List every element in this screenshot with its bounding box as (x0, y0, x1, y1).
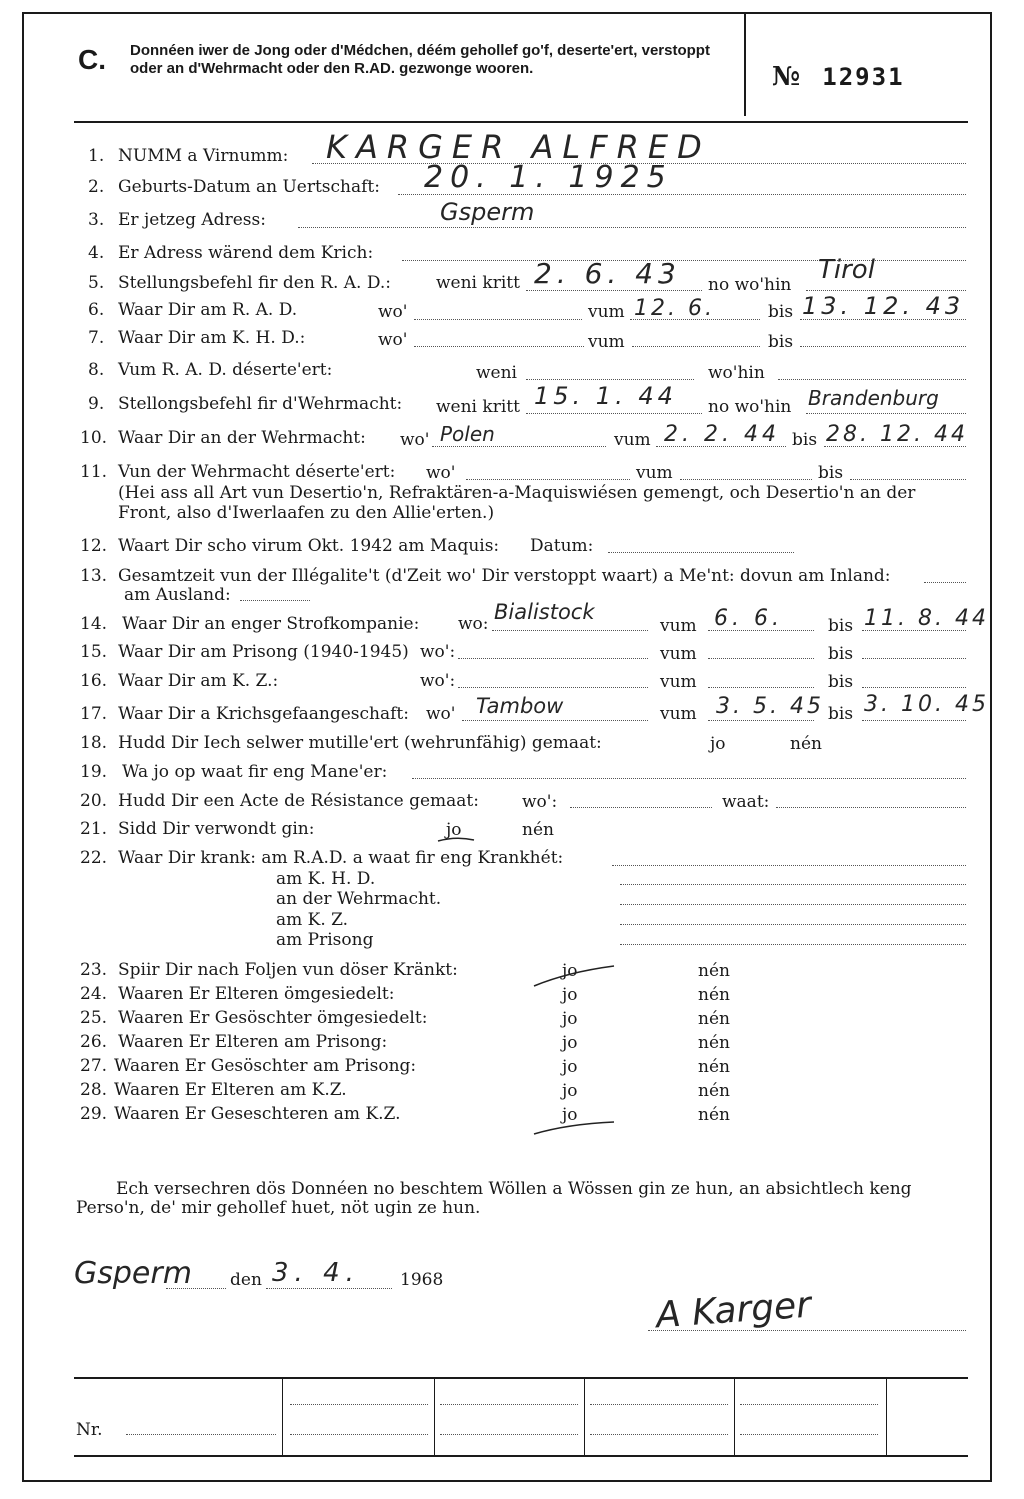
yes-option[interactable]: jo (562, 1033, 578, 1053)
field-number: 12. (80, 536, 108, 556)
from-label: vum (660, 644, 697, 664)
field-line (590, 1434, 728, 1435)
field-line (462, 720, 648, 721)
field-number: 23. (80, 960, 108, 980)
field-value-birth[interactable]: 20. 1. 1925 (424, 160, 673, 195)
field-line (806, 290, 966, 291)
to-label: bis (828, 672, 854, 692)
to-label: bis (818, 463, 844, 483)
sub-label: am K. Z. (276, 910, 349, 930)
field-number: 27. (80, 1056, 108, 1076)
field-label: Stellungsbefehl fir den R. A. D.: (118, 273, 392, 293)
where-label: wo': (420, 671, 456, 691)
where-label: wo': (522, 792, 558, 812)
field-number: 3. (88, 210, 105, 230)
footer-divider (734, 1378, 735, 1456)
field-value-address[interactable]: Gsperm (440, 198, 535, 226)
sub-label: an der Wehrmacht. (276, 889, 442, 909)
field-label: Wa jo op waat fir eng Mane'er: (122, 762, 388, 782)
what-label: waat: (722, 792, 770, 812)
header-divider (744, 14, 746, 116)
footer-divider (282, 1378, 283, 1456)
field-line (458, 687, 648, 688)
no-option[interactable]: nén (698, 985, 730, 1005)
field-label: Waar Dir am Prisong (1940-1945) (118, 642, 409, 662)
from-label: vum (636, 463, 673, 483)
field-number: 18. (80, 733, 108, 753)
field-value-to[interactable]: 3. 10. 45 (864, 692, 989, 717)
to-label: bis (828, 644, 854, 664)
yes-underline-mark (436, 836, 476, 844)
declaration-text: Ech versechren dös Donnéen no beschtem Wöllen a Wössen gin ze hun, an absichtlech keng Perso'n, de' mir gehollef huet, nöt ugin ze hun. (76, 1179, 912, 1218)
field-line (440, 1404, 578, 1405)
yes-option[interactable]: jo (562, 1057, 578, 1077)
field-label-war-address: Er Adress wärend dem Krich: (118, 243, 374, 263)
field-line (414, 319, 582, 320)
field-line (440, 1434, 578, 1435)
when-label: weni kritt (436, 273, 520, 293)
from-label: vum (588, 302, 625, 322)
field-label: Gesamtzeit vun der Illégalite't (d'Zeit wo' Dir verstoppt waart) a Me'nt: dovun am Inland: (118, 566, 891, 586)
field-number: 20. (80, 791, 108, 811)
field-number: 28. (80, 1080, 108, 1100)
field-note: (Hei ass all Art vun Desertio'n, Refraktären-a-Maquiswiésen gemengt, och Desertio'n an der Front, also d'Iwerlaafen zu den Allie'erten.) (118, 483, 916, 523)
field-value-to[interactable]: 11. 8. 44 (864, 606, 989, 631)
field-line (778, 379, 966, 380)
field-label: Waaren Er Elteren am Prisong: (118, 1032, 388, 1052)
field-label: Hudd Dir een Acte de Résistance gemaat: (118, 791, 479, 811)
field-label: Waar Dir am R. A. D. (118, 300, 298, 320)
field-label: Waart Dir scho virum Okt. 1942 am Maquis: (118, 536, 500, 556)
field-number: 2. (88, 177, 105, 197)
to-label: bis (828, 704, 854, 724)
field-value-from[interactable]: 6. 6. (714, 606, 783, 631)
field-label: Vum R. A. D. déserte'ert: (118, 360, 333, 380)
field-line (414, 346, 584, 347)
field-line (680, 479, 812, 480)
where-label: wo' (378, 330, 408, 350)
field-label: Waar Dir a Krichsgefaangeschaft: (118, 704, 409, 724)
no-option[interactable]: nén (522, 820, 554, 840)
where-label: no wo'hin (708, 397, 792, 417)
form-number (772, 62, 905, 92)
field-line (708, 687, 814, 688)
field-line (620, 904, 966, 905)
to-label: bis (768, 332, 794, 352)
where-label: wo': (420, 642, 456, 662)
date-label: den (230, 1270, 262, 1290)
field-number: 24. (80, 984, 108, 1004)
number-sign: № (772, 62, 801, 92)
field-line (620, 884, 966, 885)
field-line (298, 227, 966, 228)
field-line (862, 720, 966, 721)
where-label: wo: (458, 614, 489, 634)
footer-nr-label: Nr. (76, 1420, 103, 1440)
form-title: Donnéen iwer de Jong oder d'Médchen, déém gehollef go'f, deserte'ert, verstoppt oder an d'Wehrmacht oder den R.AD. gezwonge wooren. (130, 42, 710, 77)
where-label: wo'hin (708, 363, 765, 383)
signature-line (648, 1330, 966, 1331)
field-label: Waar Dir krank: am R.A.D. a waat fir eng Krankhét: (118, 848, 564, 868)
form-number-value: 12931 (822, 63, 905, 91)
field-line (924, 582, 966, 583)
field-label: Waar Dir an enger Strofkompanie: (122, 614, 420, 634)
field-line (862, 687, 966, 688)
field-label: Stellongsbefehl fir d'Wehrmacht: (118, 394, 403, 414)
field-value-where[interactable]: Tirol (818, 255, 875, 285)
yes-mark-stroke (528, 962, 618, 992)
field-line (862, 658, 966, 659)
field-number: 17. (80, 704, 108, 724)
field-number: 13. (80, 566, 108, 586)
from-label: vum (660, 616, 697, 636)
from-label: vum (588, 332, 625, 352)
signature-year: 1968 (400, 1270, 444, 1290)
field-line (708, 720, 814, 721)
field-number: 6. (88, 300, 105, 320)
field-number: 7. (88, 328, 105, 348)
field-line (632, 346, 760, 347)
field-label: Waaren Er Elteren ömgesiedelt: (118, 984, 395, 1004)
from-label: vum (660, 672, 697, 692)
where-label: no wo'hin (708, 275, 792, 295)
field-number: 22. (80, 848, 108, 868)
when-label: weni (476, 363, 517, 383)
field-line (850, 479, 966, 480)
field-label: Spiir Dir nach Foljen vun döser Kränkt: (118, 960, 458, 980)
no-option[interactable]: nén (790, 734, 822, 754)
field-number: 15. (80, 642, 108, 662)
yes-option[interactable]: jo (562, 1009, 578, 1029)
no-option[interactable]: nén (698, 1009, 730, 1029)
field-label-address: Er jetzeg Adress: (118, 210, 266, 230)
yes-option[interactable]: jo (446, 820, 462, 840)
field-label: Sidd Dir verwondt gin: (118, 819, 315, 839)
field-number: 1. (88, 146, 105, 166)
field-line (740, 1404, 878, 1405)
field-line (570, 807, 712, 808)
footer-divider (584, 1378, 585, 1456)
field-line (402, 260, 966, 261)
signature-date[interactable]: 3. 4. (272, 1258, 360, 1288)
signature[interactable]: A Karger (654, 1284, 813, 1337)
field-line (708, 658, 814, 659)
field-line (612, 865, 966, 866)
field-line (492, 630, 648, 631)
yes-option[interactable]: jo (710, 734, 726, 754)
field-line (458, 658, 648, 659)
field-line (620, 924, 966, 925)
section-letter: C. (78, 44, 106, 75)
field-line (526, 290, 702, 291)
yes-option[interactable]: jo (562, 961, 578, 981)
when-label: weni kritt (436, 397, 520, 417)
field-value-name[interactable]: KARGER ALFRED (326, 128, 711, 166)
field-line (608, 552, 794, 553)
from-label: vum (614, 430, 651, 450)
to-label: bis (768, 302, 794, 322)
footer-divider (434, 1378, 435, 1456)
field-line (590, 1404, 728, 1405)
field-number: 25. (80, 1008, 108, 1028)
where-label: wo' (378, 302, 408, 322)
footer-divider (886, 1378, 887, 1456)
field-line (166, 1288, 226, 1289)
yes-option[interactable]: jo (562, 1081, 578, 1101)
from-label: vum (660, 704, 697, 724)
field-line (740, 1434, 878, 1435)
field-label: Waaren Er Geseschteren am K.Z. (114, 1104, 401, 1124)
field-number: 16. (80, 671, 108, 691)
field-line (266, 1288, 392, 1289)
to-label: bis (792, 430, 818, 450)
field-line (126, 1434, 276, 1435)
no-option[interactable]: nén (698, 961, 730, 981)
field-number: 14. (80, 614, 108, 634)
field-label: Waaren Er Elteren am K.Z. (114, 1080, 347, 1100)
field-label: Waaren Er Gesöschter am Prisong: (114, 1056, 417, 1076)
field-value-to[interactable]: 13. 12. 43 (802, 292, 965, 320)
field-line (526, 413, 702, 414)
field-label-birth: Geburts-Datum an Uertschaft: (118, 177, 380, 197)
field-line (290, 1404, 428, 1405)
footer-bottom-rule (74, 1455, 968, 1457)
field-number: 4. (88, 243, 105, 263)
field-line (526, 379, 694, 380)
date-label: Datum: (530, 536, 594, 556)
field-value-where[interactable]: Brandenburg (808, 386, 939, 410)
field-number: 29. (80, 1104, 108, 1124)
field-value-where[interactable]: Tambow (476, 694, 564, 718)
field-value-when[interactable]: 15. 1. 44 (534, 382, 677, 410)
no-option[interactable]: nén (698, 1057, 730, 1077)
field-line (290, 1434, 428, 1435)
field-number: 26. (80, 1032, 108, 1052)
field-line (806, 413, 966, 414)
field-line (776, 807, 966, 808)
field-label: Hudd Dir Iech selwer mutille'ert (wehrunfähig) gemaat: (118, 733, 602, 753)
field-value-when[interactable]: 2. 6. 43 (534, 257, 681, 290)
field-line (240, 600, 310, 601)
field-line (432, 446, 606, 447)
sub-label: am K. H. D. (276, 869, 376, 889)
where-label: wo' (426, 704, 456, 724)
field-number: 8. (88, 360, 105, 380)
yes-option[interactable]: jo (562, 1105, 578, 1125)
field-label: Waaren Er Gesöschter ömgesiedelt: (118, 1008, 428, 1028)
no-option[interactable]: nén (698, 1105, 730, 1125)
where-label: wo' (426, 463, 456, 483)
yes-option[interactable]: jo (562, 985, 578, 1005)
field-number: 9. (88, 394, 105, 414)
field-value-where[interactable]: Bialistock (494, 600, 595, 624)
field-value-from[interactable]: 2. 2. 44 (664, 422, 780, 447)
abroad-label: am Ausland: (124, 585, 231, 605)
field-number: 5. (88, 273, 105, 293)
field-label: Waar Dir am K. Z.: (118, 671, 279, 691)
field-line (412, 778, 966, 779)
field-line (620, 944, 966, 945)
field-value-from[interactable]: 3. 5. 45 (716, 694, 824, 719)
field-label: Vun der Wehrmacht déserte'ert: (118, 462, 396, 482)
where-label: wo' (400, 430, 430, 450)
header-rule (74, 121, 968, 123)
field-number: 10. (80, 428, 108, 448)
field-number: 11. (80, 462, 108, 482)
field-value-where[interactable]: Polen (440, 422, 495, 446)
field-label: Waar Dir an der Wehrmacht: (118, 428, 366, 448)
field-label-name: NUMM a Virnumm: (118, 146, 289, 166)
field-value-from[interactable]: 12. 6. (634, 296, 715, 321)
no-option[interactable]: nén (698, 1081, 730, 1101)
field-line (466, 479, 630, 480)
no-option[interactable]: nén (698, 1033, 730, 1053)
signature-place[interactable]: Gsperm (74, 1256, 192, 1291)
to-label: bis (828, 616, 854, 636)
footer-top-rule (74, 1377, 968, 1379)
field-line (800, 346, 966, 347)
field-number: 21. (80, 819, 108, 839)
closing-stroke (528, 1118, 618, 1142)
field-value-to[interactable]: 28. 12. 44 (826, 422, 968, 447)
sub-label: am Prisong (276, 930, 374, 950)
field-number: 19. (80, 762, 108, 782)
field-label: Waar Dir am K. H. D.: (118, 328, 306, 348)
